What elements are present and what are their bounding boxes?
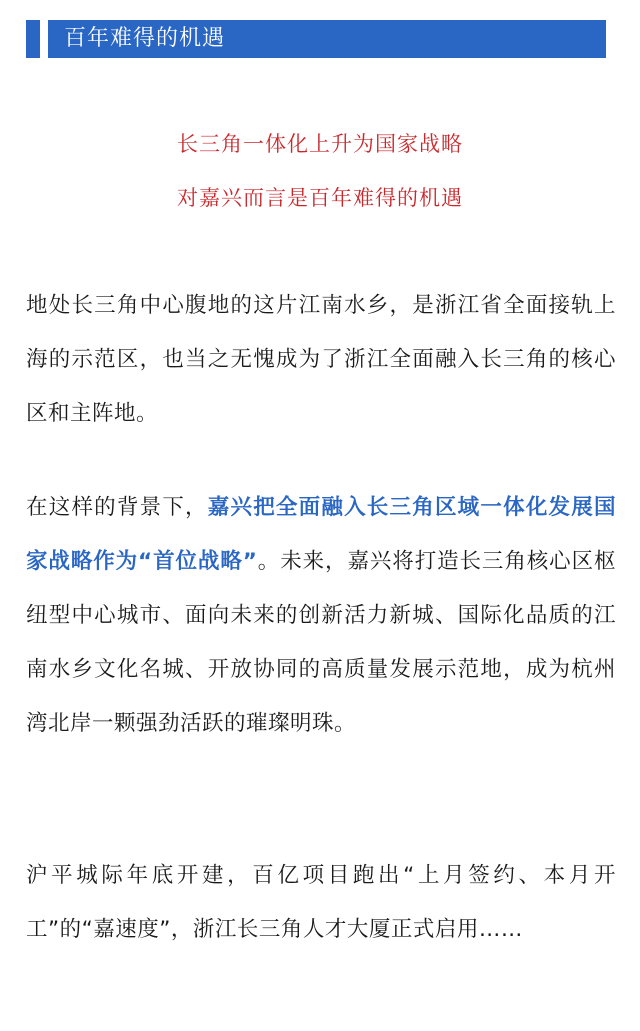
paragraph-2-prefix: 在这样的背景下， [26, 495, 208, 520]
section-header [26, 20, 606, 58]
paragraph-1: 地处长三角中心腹地的这片江南水乡，是浙江省全面接轨上海的示范区，也当之无愧成为了浙江全面融入长三角的核心区和主阵地。 [26, 293, 616, 426]
header-accent-bar [26, 20, 40, 58]
paragraph-2 [26, 481, 616, 751]
highlight-line-2: 对嘉兴而言是百年难得的机遇 [177, 186, 463, 210]
paragraph-3: 沪平城际年底开建，百亿项目跑出“上月签约、本月开工”的“嘉速度”，浙江长三角人才大厦正式启用…… [26, 863, 616, 942]
section-title: 百年难得的机遇 [48, 20, 606, 58]
paragraph-2-suffix: 。未来，嘉兴将打造长三角核心区枢纽型中心城市、面向未来的创新活力新城、国际化品质的江南水乡文化名城、开放协同的高质量发展示范地，成为杭州湾北岸一颗强劲活跃的璀璨明珠。 [26, 549, 616, 736]
highlight-line-1: 长三角一体化上升为国家战略 [177, 132, 463, 156]
paragraph-2-emphasis: 嘉兴把全面融入长三角区域一体化发展国家战略作为“首位战略” [26, 495, 616, 574]
